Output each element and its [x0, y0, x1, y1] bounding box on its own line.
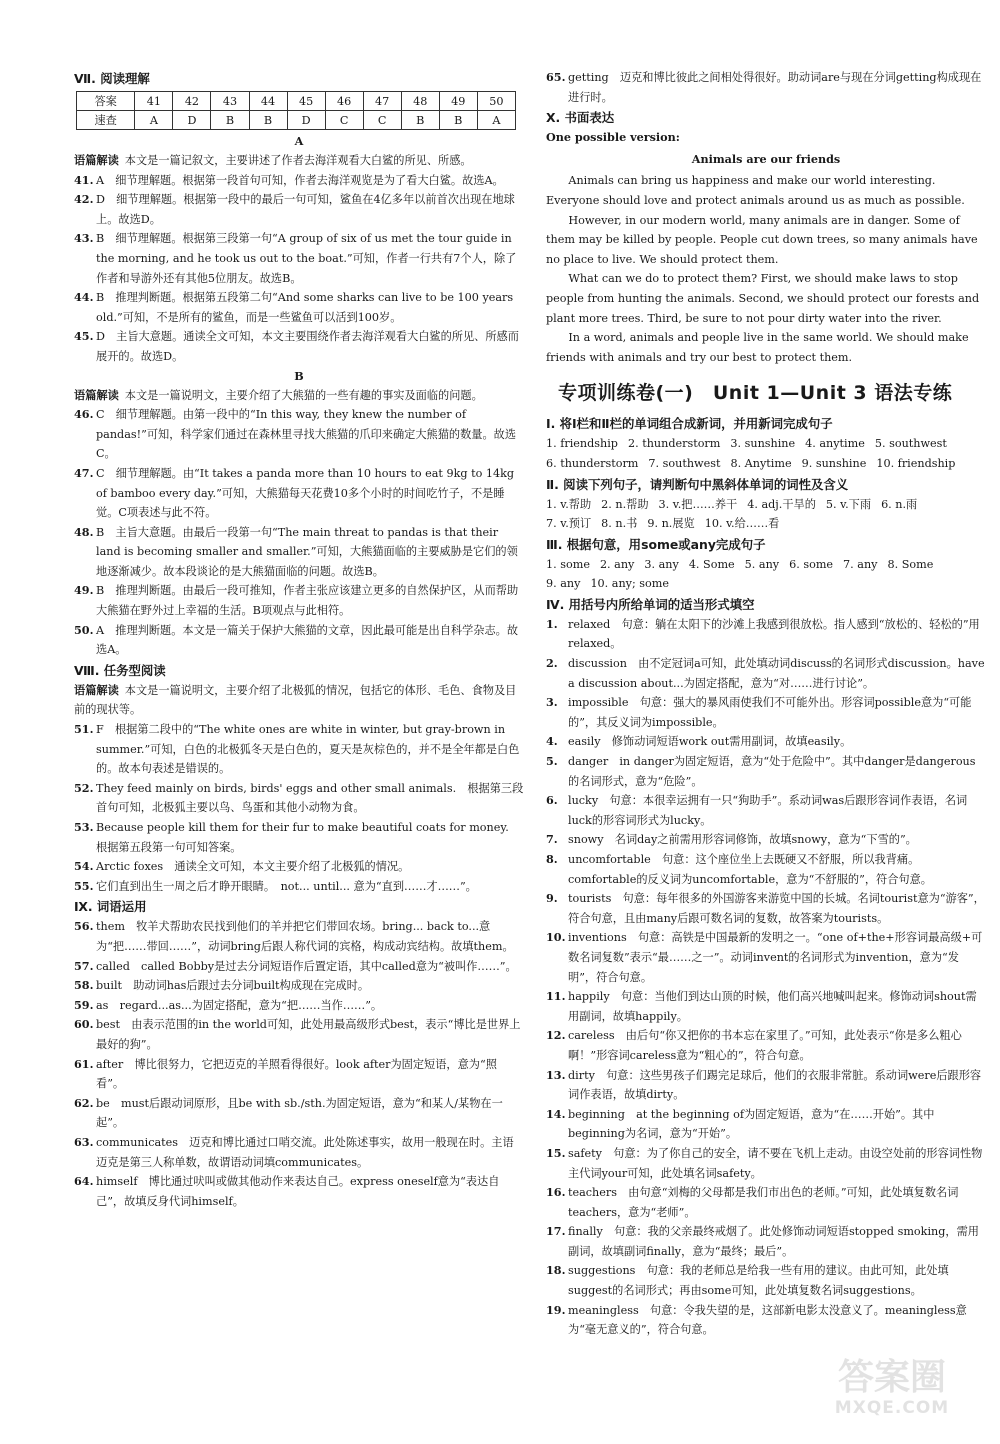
- answer-cell: 1. some: [546, 557, 590, 571]
- question-number: 50: [477, 92, 515, 111]
- item-text: uncomfortable 句意：这个座位坐上去既硬又不舒服，所以我背痛。comfortable的反义词为uncomfortable，意为“不舒服的”，符合句意。: [568, 853, 932, 886]
- section-1-answers: [546, 434, 986, 473]
- answer-item: [546, 928, 986, 987]
- item-number: 13.: [546, 1067, 566, 1082]
- answer-row: [546, 514, 986, 534]
- answer-letter: C: [325, 111, 363, 130]
- answer-row: [546, 454, 986, 474]
- item-text: C 细节理解题。由第一段中的“In this way, they knew the number of pandas!”可知，科学家们通过在森林里寻找大熊猫的爪印来确定大熊猫的数量。故选C。: [96, 408, 517, 461]
- item-number: 65.: [546, 70, 566, 84]
- question-number: 45: [287, 92, 325, 111]
- task-answers: [74, 720, 524, 896]
- item-text: A 推理判断题。本文是一篇关于保护大熊猫的文章，因此最可能是出自科学杂志。故选A。: [96, 623, 519, 657]
- task-intro: [74, 681, 524, 720]
- item-number: 60.: [74, 1017, 94, 1032]
- words-heading: Ⅸ. 词语运用: [74, 899, 147, 915]
- answer-letter: B: [401, 111, 439, 130]
- item-number: 48.: [74, 524, 94, 539]
- item-number: 5.: [546, 754, 558, 769]
- item-number: 14.: [546, 1106, 566, 1121]
- answer-cell: 2. n.帮助: [601, 497, 649, 511]
- answer-row: [546, 555, 986, 575]
- answer-row: [546, 434, 986, 454]
- item-number: 16.: [546, 1185, 566, 1200]
- answer-item: [546, 1105, 986, 1144]
- item-number: 18.: [546, 1263, 566, 1278]
- item-number: 41.: [74, 172, 94, 187]
- watermark-text: 答案圈: [837, 1357, 946, 1398]
- answer-row: [546, 495, 986, 515]
- item-number: 50.: [74, 622, 94, 637]
- item-text: discussion 由不定冠词a可知，此处填动词discuss的名词形式discussion。have a discussion about...为固定搭配，意为“对……进行讨论”。: [568, 657, 985, 690]
- item-text: They feed mainly on birds, birds' eggs and other small animals. 根据第三段首句可知，北极狐主要以鸟、鸟蛋和其他小动物为食。: [96, 781, 524, 815]
- answer-item: [74, 327, 524, 366]
- item-text: tourists 句意：每年很多的外国游客来游览中国的长城。名词tourist意为“游客”，符合句意，且由many后跟可数名词的复数，故答案为tourists。: [568, 892, 985, 925]
- part-a-label: A: [294, 134, 304, 148]
- answer-item: [546, 830, 986, 850]
- item-number: 58.: [74, 978, 94, 993]
- answer-item: [546, 752, 986, 791]
- item-text: A 细节理解题。根据第一段首句可知，作者去海洋观览是为了看大白鲨。故选A。: [96, 173, 504, 187]
- answer-table-label: 答案: [77, 92, 135, 111]
- section-4-heading: Ⅳ. 用括号内所给单词的适当形式填空: [546, 596, 755, 612]
- item-text: relaxed 句意：躺在太阳下的沙滩上我感到很放松。指人感到“放松的、轻松的”用relaxed。: [568, 617, 980, 651]
- watermark-logo: [802, 1358, 982, 1422]
- answer-letter: B: [211, 111, 249, 130]
- answer-item: [74, 976, 524, 996]
- item-text: B 推理判断题。由最后一段可推知，作者主张应该建立更多的自然保护区，从而帮助大熊猫在野外过上幸福的生活。B项观点与此相符。: [96, 584, 519, 618]
- answer-cell: 4. Some: [688, 557, 735, 571]
- item-text: B 主旨大意题。由最后一段第一句“The main threat to pandas is that their land is becoming smaller and smaller.”可知，大熊猫面临的主要威胁是它们的领地逐渐减少。故本段谈论的是大熊猫面临的问题。故选B。: [96, 525, 518, 578]
- answer-item: [74, 229, 524, 288]
- answer-letter: A: [135, 111, 173, 130]
- question-number: 49: [439, 92, 477, 111]
- item-number: 45.: [74, 329, 94, 344]
- item-text: dirty 句意：这些男孩子们踢完足球后，他们的衣服非常脏。系动词were后跟形容词作表语，故填dirty。: [568, 1068, 982, 1102]
- task-heading: Ⅷ. 任务型阅读: [74, 662, 166, 678]
- item-number: 49.: [74, 583, 94, 598]
- answer-item: [74, 621, 524, 660]
- section-4-answers: [546, 615, 986, 1340]
- answer-item: [546, 68, 986, 107]
- answer-item: [74, 1172, 524, 1211]
- question-number: 42: [173, 92, 211, 111]
- question-number: 41: [135, 92, 173, 111]
- answer-item: [74, 1015, 524, 1054]
- answer-item: [74, 288, 524, 327]
- item-text: called called Bobby是过去分词短语作后置定语，其中called意为“被叫作……”。: [96, 959, 517, 973]
- intro-text: 本文是一篇记叙文，主要讲述了作者去海洋观看大白鲨的所见、所感。: [124, 154, 472, 167]
- answer-item: [74, 818, 524, 857]
- answer-cell: 8. n.书: [601, 517, 638, 531]
- answer-item: [546, 850, 986, 889]
- answer-cell: 6. n.雨: [881, 497, 918, 511]
- answer-table: [76, 91, 516, 130]
- item-number: 15.: [546, 1145, 566, 1160]
- answer-cell: 10. v.给……看: [704, 517, 780, 531]
- item-text: D 主旨大意题。通读全文可知，本文主要围绕作者去海洋观看大白鲨的所见、所感而展开的。故选D。: [96, 330, 519, 363]
- question-number: 47: [363, 92, 401, 111]
- item-text: best 由表示范围的in the world可知，此处用最高级形式best，表示“博比是世界上最好的狗”。: [96, 1018, 521, 1051]
- answer-cell: 3. any: [644, 557, 679, 571]
- item-text: danger in danger为固定短语，意为“处于危险中”。其中danger是dangerous的名词形式，意为“危险”。: [568, 755, 976, 788]
- answer-item: [546, 1026, 986, 1065]
- answer-item: [546, 1222, 986, 1261]
- question-number: 43: [211, 92, 249, 111]
- answer-item: [74, 877, 524, 897]
- answer-item: [74, 857, 524, 877]
- answer-letter: B: [249, 111, 287, 130]
- answer-cell: 5. any: [744, 557, 780, 571]
- answer-letter: A: [477, 111, 515, 130]
- item-text: C 细节理解题。由“It takes a panda more than 10 hours to eat 9kg to 14kg of bamboo every day.”可知，大熊猫每天花费10多个小时的时间吃竹子，不是睡觉。C项表述与此不符。: [96, 466, 515, 520]
- section-3-heading: Ⅲ. 根据句意，用some或any完成句子: [546, 536, 766, 552]
- answer-cell: 6. some: [789, 557, 834, 571]
- answer-item: [546, 1183, 986, 1222]
- watermark-url: MXQE.COM: [834, 1398, 950, 1418]
- item-number: 46.: [74, 407, 94, 422]
- answer-item: [546, 732, 986, 752]
- item-text: F 根据第二段中的“The white ones are white in winter, but gray-brown in summer.”可知，白色的北极狐冬天是白色的，夏天是灰棕色的，并不是全年都是白色的。故本句表述是错误的。: [96, 723, 520, 776]
- item-text: Arctic foxes 通读全文可知，本文主要介绍了北极狐的情况。: [96, 860, 410, 874]
- right-column: [546, 68, 986, 1340]
- item-text: happily 句意：当他们到达山顶的时候，他们高兴地喊叫起来。修饰动词shout需用副词，故填happily。: [568, 990, 977, 1023]
- intro-text: 本文是一篇说明文，主要介绍了大熊猫的一些有趣的事实及面临的问题。: [124, 388, 483, 402]
- item-text: as regard...as...为固定搭配，意为“把……当作……”。: [96, 998, 383, 1012]
- item-number: 62.: [74, 1095, 94, 1110]
- answer-item: [74, 917, 524, 956]
- section-1-heading: Ⅰ. 将Ⅰ栏和Ⅱ栏的单词组合成新词，并用新词完成句子: [546, 416, 833, 432]
- answer-cell: 1. friendship: [546, 437, 618, 451]
- intro-label: 语篇解读: [74, 387, 119, 402]
- item-text: Because people kill them for their fur to make beautiful coats for money. 根据第五段第一句可知答案。: [96, 821, 520, 854]
- item-text: built 助动词has后跟过去分词built构成现在完成时。: [96, 979, 370, 993]
- item-number: 12.: [546, 1028, 566, 1043]
- item-text: be must后跟动词原形，且be with sb./sth.为固定短语，意为“和某人/某物在一起”。: [96, 1096, 503, 1130]
- item-text: finally 句意：我的父亲最终戒烟了。此处修饰动词短语stopped smoking，需用副词，故填副词finally，意为“最终；最后”。: [568, 1225, 979, 1258]
- item-number: 6.: [546, 793, 558, 808]
- answer-cell: 4. adj.干旱的: [747, 497, 816, 511]
- essay-paragraph: Animals can bring us happiness and make our world interesting. Everyone should love and protect animals around us as much as possible.: [546, 174, 965, 207]
- item-number: 4.: [546, 734, 558, 749]
- item-number: 55.: [74, 878, 94, 893]
- left-column: [74, 68, 524, 1211]
- answer-cell: 4. anytime: [805, 437, 865, 451]
- answer-cell: 7. southwest: [648, 456, 721, 470]
- reading-heading: Ⅶ. 阅读理解: [74, 71, 150, 86]
- answer-item: [74, 523, 524, 582]
- essay-title: Animals are our friends: [691, 151, 841, 166]
- item-number: 2.: [546, 656, 558, 671]
- answer-item: [74, 720, 524, 779]
- item-text: easily 修饰动词短语work out需用副词，故填easily。: [568, 735, 852, 749]
- answer-cell: 9. sunshine: [801, 456, 867, 470]
- section-2-answers: [546, 495, 986, 534]
- question-number: 44: [249, 92, 287, 111]
- item-text: beginning at the beginning of为固定短语，意为“在……开始”。其中beginning为名词，意为“开始”。: [568, 1107, 935, 1141]
- answer-row: [546, 574, 986, 594]
- answer-cell: 2. thunderstorm: [627, 437, 721, 451]
- part-b-intro: [74, 386, 524, 406]
- answer-cell: 9. any: [546, 577, 581, 591]
- answer-item: [546, 615, 986, 654]
- answer-item: [74, 405, 524, 464]
- answer-cell: 3. v.把……养干: [658, 497, 738, 511]
- item-number: 11.: [546, 989, 566, 1004]
- special-title: 专项训练卷(一) Unit 1—Unit 3 语法专练: [558, 382, 953, 405]
- answer-item: [546, 1144, 986, 1183]
- intro-text: 本文是一篇说明文，主要介绍了北极狐的情况，包括它的体形、毛色、食物及目前的现状等。: [74, 683, 517, 717]
- item-text: B 细节理解题。根据第三段第一句“A group of six of us met the tour guide in the morning, and he took us out to the boat.”可知，作者一行共有7个人，除了作者和导游外还有其他5位朋友。故选B。: [96, 232, 517, 285]
- item-number: 52.: [74, 780, 94, 795]
- item-number: 42.: [74, 192, 94, 207]
- item-number: 19.: [546, 1302, 566, 1317]
- item-text: suggestions 句意：我的老师总是给我一些有用的建议。由此可知，此处填suggest的名词形式；再由some可知，此处填复数名词suggestions。: [568, 1264, 949, 1298]
- item-number: 64.: [74, 1174, 94, 1189]
- item-number: 7.: [546, 832, 558, 847]
- item-text: 它们直到出生一周之后才睁开眼睛。 not... until... 意为“直到……才……”。: [96, 879, 477, 893]
- answer-cell: 6. thunderstorm: [546, 456, 639, 470]
- answer-item: [546, 791, 986, 830]
- answer-item: [74, 957, 524, 977]
- item-number: 47.: [74, 465, 94, 480]
- item-number: 43.: [74, 231, 94, 246]
- answer-item: [74, 996, 524, 1016]
- answer-item: [74, 190, 524, 229]
- item-text: meaningless 句意：令我失望的是，这部新电影太没意义了。meaningless意为“毫无意义的”，符合句意。: [568, 1303, 967, 1337]
- answer-table-numbers-row: [77, 92, 516, 111]
- answer-cell: 7. any: [843, 557, 878, 571]
- answer-item: [74, 171, 524, 191]
- item-number: 3.: [546, 695, 558, 710]
- item-text: lucky 句意：本很幸运拥有一只“狗助手”。系动词was后跟形容词作表语，名词luck的形容词形式为lucky。: [568, 794, 968, 827]
- words-answers-continued: [546, 68, 986, 107]
- part-a-answers: [74, 171, 524, 367]
- answer-table-label: 速查: [77, 111, 135, 130]
- item-text: safety 句意：为了你自己的安全，请不要在飞机上走动。由设空处前的形容词性物主代词your可知，此处填名词safety。: [568, 1146, 983, 1180]
- answer-table-answers-row: [77, 111, 516, 130]
- answer-item: [74, 1133, 524, 1172]
- item-number: 53.: [74, 820, 94, 834]
- answer-cell: 10. any; some: [590, 577, 670, 591]
- words-answers: [74, 917, 524, 1211]
- item-text: impossible 句意：强大的暴风雨使我们不可能外出。形容词possible意为“可能的”，其反义词为impossible。: [568, 696, 972, 729]
- item-number: 54.: [74, 859, 94, 874]
- item-number: 17.: [546, 1224, 566, 1239]
- item-text: D 细节理解题。根据第一段中的最后一句可知，鲨鱼在4亿多年以前首次出现在地球上。故选D。: [96, 193, 515, 226]
- item-text: himself 博比通过吠叫或做其他动作来表达自己。express oneself意为“表达自己”，故填反身代词himself。: [96, 1175, 500, 1208]
- question-number: 46: [325, 92, 363, 111]
- item-number: 10.: [546, 930, 566, 945]
- essay-paragraph: What can we do to protect them? First, we should make laws to stop people from hunting the animals. Second, we should protect our forests and plant more trees. Third, be sure to not pour dirty water into the river.: [546, 272, 980, 325]
- writing-heading: Ⅹ. 书面表达: [546, 110, 615, 126]
- answer-item: [546, 1301, 986, 1340]
- answer-item: [74, 1055, 524, 1094]
- answer-letter: B: [439, 111, 477, 130]
- answer-item: [74, 1094, 524, 1133]
- item-number: 61.: [74, 1056, 94, 1071]
- item-text: inventions 句意：高铁是中国最新的发明之一。“one of+the+形容词最高级+可数名词复数”表示“最……之一”。动词invent的名词形式为invention，意为“发明”，符合句意。: [568, 931, 983, 984]
- answer-item: [546, 693, 986, 732]
- part-b-answers: [74, 405, 524, 660]
- intro-label: 语篇解读: [74, 682, 119, 697]
- item-number: 1.: [546, 616, 558, 631]
- answer-item: [546, 889, 986, 928]
- answer-cell: 7. v.预订: [546, 517, 592, 531]
- answer-cell: 2. any: [599, 557, 635, 571]
- question-number: 48: [401, 92, 439, 111]
- answer-item: [546, 987, 986, 1026]
- answer-item: [74, 779, 524, 818]
- item-number: 63.: [74, 1134, 94, 1149]
- item-number: 9.: [546, 891, 558, 906]
- part-a-intro: [74, 151, 524, 171]
- item-text: careless 由后句“你又把你的书本忘在家里了。”可知，此处表示“你是多么粗心啊！”形容词careless意为“粗心的”，符合句意。: [568, 1029, 962, 1062]
- section-3-answers: [546, 555, 986, 594]
- essay-body: [546, 171, 986, 367]
- answer-cell: 5. southwest: [874, 437, 947, 451]
- answer-cell: 3. sunshine: [730, 437, 796, 451]
- item-text: teachers 由句意“刘梅的父母都是我们市出色的老师。”可知，此处填复数名词teachers，意为“老师”。: [568, 1186, 959, 1219]
- answer-cell: 8. Anytime: [730, 456, 792, 470]
- item-text: B 推理判断题。根据第五段第二句“And some sharks can live to be 100 years old.”可知，不是所有的鲨鱼，而是一些鲨鱼可以活到100岁。: [96, 291, 514, 324]
- answer-letter: D: [287, 111, 325, 130]
- essay-paragraph: However, in our modern world, many animals are in danger. Some of them may be killed by people. People cut down trees, so many animals have no place to live. We should protect them.: [546, 213, 978, 266]
- essay-paragraph: In a word, animals and people live in the same world. We should make friends with animals and try our best to protect them.: [546, 331, 969, 364]
- answer-cell: 9. n.展览: [647, 517, 695, 531]
- answer-item: [546, 1066, 986, 1105]
- answer-cell: 10. friendship: [876, 456, 956, 470]
- answer-cell: 1. v.帮助: [546, 497, 592, 511]
- item-number: 8.: [546, 852, 558, 866]
- answer-item: [74, 464, 524, 523]
- answer-item: [546, 1261, 986, 1300]
- item-number: 51.: [74, 722, 94, 737]
- answer-cell: 5. v.下雨: [825, 497, 872, 511]
- section-2-heading: Ⅱ. 阅读下列句子，请判断句中黑斜体单词的词性及含义: [546, 476, 849, 492]
- item-text: after 博比很努力，它把迈克的羊照看得很好。look after为固定短语，意为“照看”。: [96, 1057, 497, 1091]
- intro-label: 语篇解读: [74, 153, 119, 167]
- item-text: snowy 名词day之前需用形容词修饰，故填snowy，意为“下雪的”。: [568, 833, 917, 847]
- item-number: 59.: [74, 997, 94, 1012]
- item-number: 57.: [74, 958, 94, 973]
- answer-item: [74, 581, 524, 620]
- item-text: communicates 迈克和博比通过口哨交流。此处陈述事实，故用一般现在时。主语迈克是第三人称单数，故谓语动词填communicates。: [96, 1135, 514, 1169]
- part-b-label: B: [294, 368, 304, 383]
- answer-letter: D: [173, 111, 211, 130]
- version-label: One possible version:: [546, 130, 680, 145]
- answer-item: [546, 654, 986, 693]
- item-number: 56.: [74, 919, 94, 934]
- item-number: 44.: [74, 290, 94, 305]
- item-text: them 牧羊犬帮助农民找到他们的羊并把它们带回农场。bring... back to...意为“把……带回……”，动词bring后跟人称代词的宾格，构成动宾结构。故填them。: [96, 920, 514, 953]
- answer-cell: 8. Some: [887, 557, 934, 571]
- item-text: getting 迈克和博比彼此之间相处得很好。助动词are与现在分词getting构成现在进行时。: [568, 71, 982, 104]
- answer-letter: C: [363, 111, 401, 130]
